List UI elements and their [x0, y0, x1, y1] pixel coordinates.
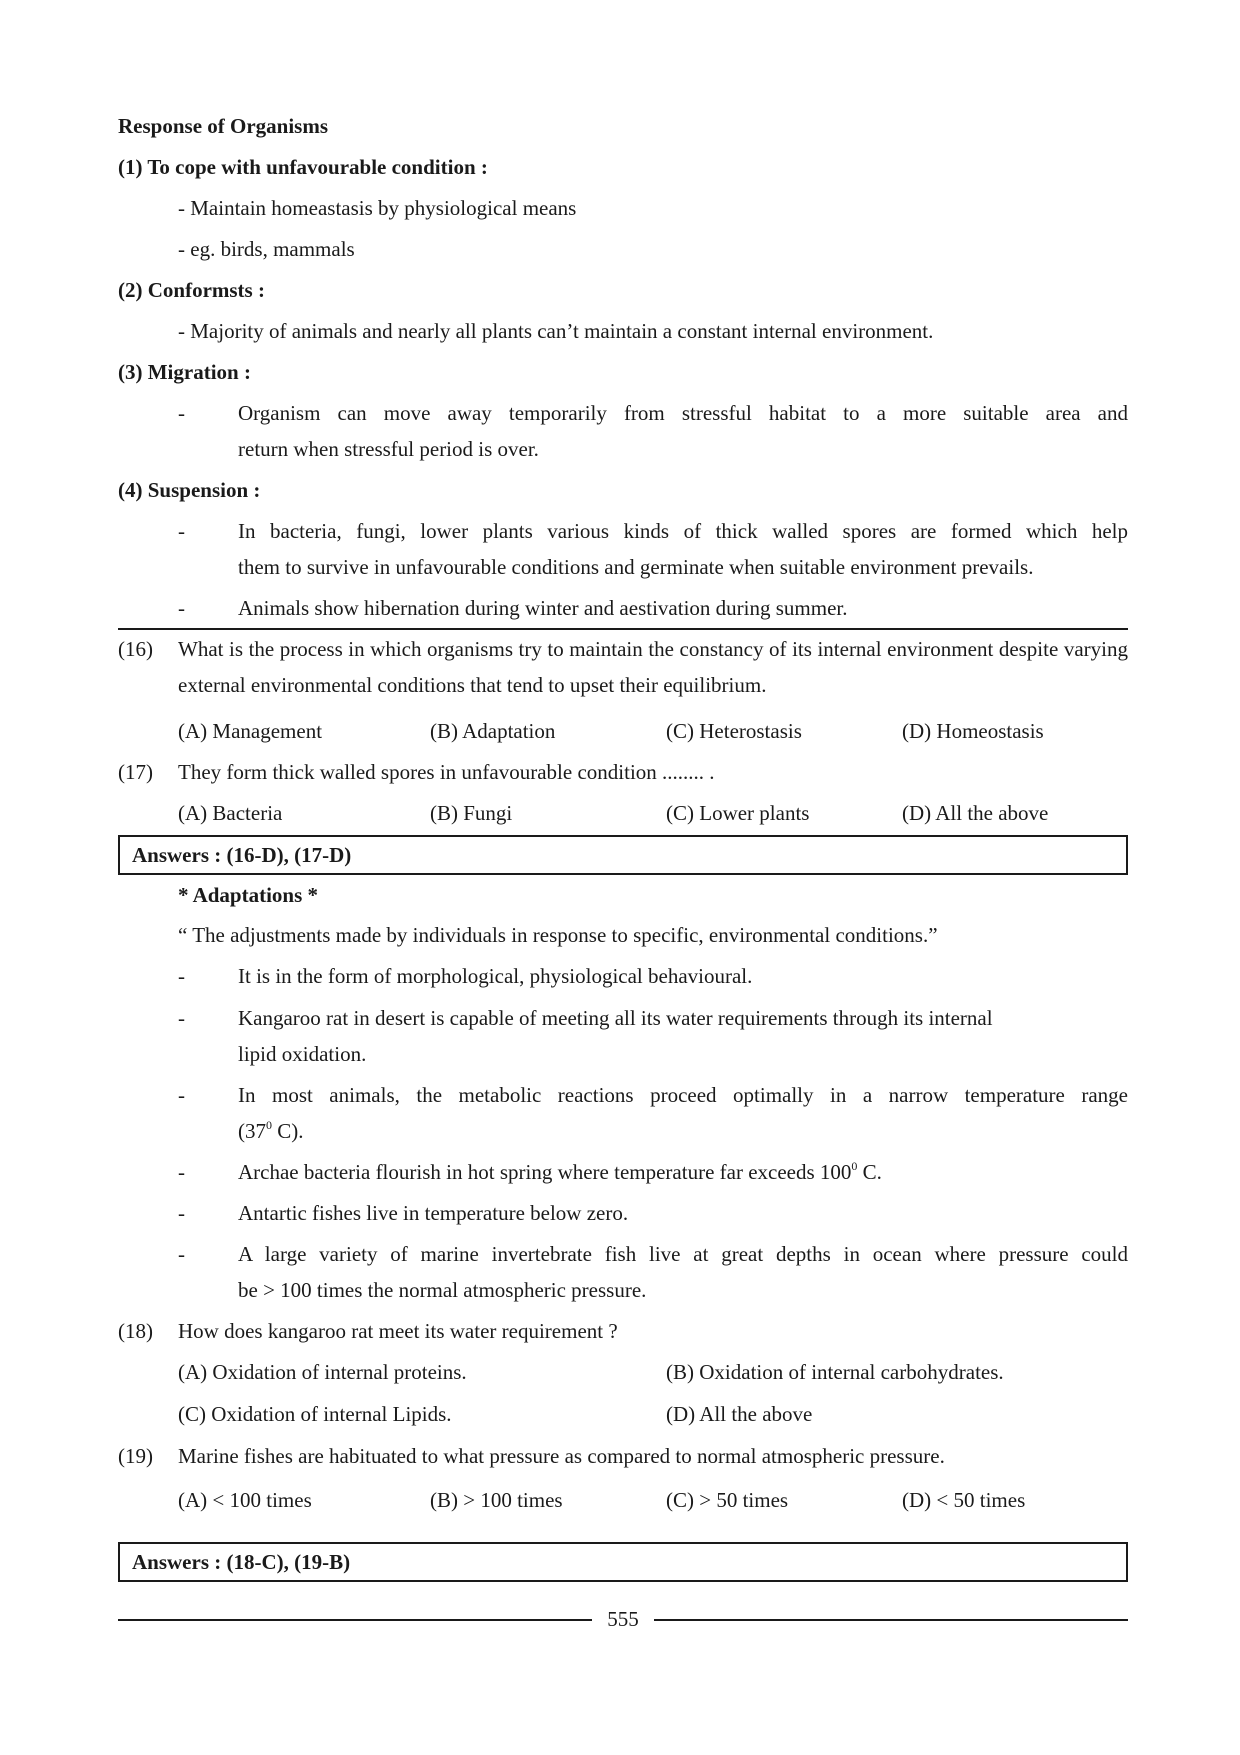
question-16-text: What is the process in which organisms try to maintain the constancy of its internal environment despite varying external environmental conditions that tend to upset their equilibrium.: [178, 637, 1128, 697]
answer-box: [118, 835, 1128, 875]
degree-symbol: 0: [851, 1159, 858, 1173]
adaptations-heading: * Adaptations *: [178, 883, 319, 907]
q18-option-c: (C) Oxidation of internal Lipids.: [178, 1402, 452, 1426]
q17-option-c: (C) Lower plants: [666, 801, 810, 825]
q16-option-b: (B) Adaptation: [430, 719, 556, 743]
answer-box: [118, 1542, 1128, 1582]
dash: -: [178, 519, 185, 543]
migration-line-2: return when stressful period is over.: [238, 437, 539, 461]
question-19-number: (19): [118, 1444, 153, 1468]
page-number-text: 555: [595, 1607, 651, 1631]
q19-option-b: (B) > 100 times: [430, 1488, 563, 1512]
suspension-line-2: them to survive in unfavourable conditions and germinate when suitable environment prevails.: [238, 555, 1034, 579]
adapt-point-6-line-1: A large variety of marine invertebrate fish live at great depths in ocean where pressure could: [238, 1242, 1128, 1266]
section-title: Response of Organisms: [118, 114, 329, 138]
q17-option-d: (D) All the above: [902, 801, 1049, 825]
answer-text: Answers : (16-D), (17-D): [132, 843, 352, 867]
q19-option-d: (D) < 50 times: [902, 1488, 1026, 1512]
dash: -: [178, 401, 185, 425]
question-19-text: Marine fishes are habituated to what pressure as compared to normal atmospheric pressure.: [178, 1444, 945, 1468]
heading-suspension: (4) Suspension :: [118, 478, 261, 502]
dash: -: [178, 1160, 185, 1184]
dash: -: [178, 1006, 185, 1030]
question-17-text: They form thick walled spores in unfavourable condition ........ .: [178, 760, 715, 784]
adapt-point-1: It is in the form of morphological, physiological behavioural.: [238, 964, 753, 988]
dash: -: [178, 1242, 185, 1266]
q16-option-a: (A) Management: [178, 719, 323, 743]
adapt-point-2-line-2: lipid oxidation.: [238, 1042, 367, 1066]
q16-option-c: (C) Heterostasis: [666, 719, 802, 743]
heading-conformers: (2) Conformsts :: [118, 278, 265, 302]
question-17-number: (17): [118, 760, 153, 784]
adapt-point-2-line-1: Kangaroo rat in desert is capable of meeting all its water requirements through its internal: [238, 1006, 993, 1030]
q18-option-a: (A) Oxidation of internal proteins.: [178, 1360, 467, 1384]
q19-option-c: (C) > 50 times: [666, 1488, 789, 1512]
answer-text: Answers : (18-C), (19-B): [132, 1550, 351, 1574]
q17-option-a: (A) Bacteria: [178, 801, 283, 825]
bullet-conformers: - Majority of animals and nearly all plants can’t maintain a constant internal environment.: [178, 319, 934, 343]
heading-cope: (1) To cope with unfavourable condition :: [118, 155, 488, 179]
question-18-text: How does kangaroo rat meet its water requirement ?: [178, 1319, 618, 1343]
suspension-line-1: In bacteria, fungi, lower plants various kinds of thick walled spores are formed which help: [238, 519, 1128, 543]
adaptations-definition: “ The adjustments made by individuals in response to specific, environmental conditions.”: [178, 923, 938, 947]
archae-text: Archae bacteria flourish in hot spring where temperature far exceeds 100: [238, 1160, 852, 1184]
degree-symbol: 0: [266, 1118, 272, 1132]
temperature-unit: C.: [857, 1160, 882, 1184]
dash: -: [178, 1083, 185, 1107]
adapt-point-3-line-2: [238, 1116, 304, 1146]
section-divider: [118, 628, 1128, 630]
q16-option-d: (D) Homeostasis: [902, 719, 1044, 743]
q18-option-d: (D) All the above: [666, 1402, 813, 1426]
heading-migration: (3) Migration :: [118, 360, 251, 384]
dash: -: [178, 1201, 185, 1225]
q17-option-b: (B) Fungi: [430, 801, 513, 825]
q18-option-b: (B) Oxidation of internal carbohydrates.: [666, 1360, 1004, 1384]
adapt-point-4: [238, 1157, 882, 1187]
temperature-unit: C).: [272, 1119, 304, 1143]
suspension-line-3: Animals show hibernation during winter and aestivation during summer.: [238, 596, 848, 620]
dash: -: [178, 596, 185, 620]
question-18-number: (18): [118, 1319, 153, 1343]
page-number: [118, 1604, 1128, 1634]
question-16-number: (16): [118, 637, 153, 661]
document-page: [118, 0, 1128, 1755]
bullet-example: - eg. birds, mammals: [178, 237, 355, 261]
adapt-point-5: Antartic fishes live in temperature below zero.: [238, 1201, 629, 1225]
migration-line-1: Organism can move away temporarily from stressful habitat to a more suitable area and: [238, 401, 1128, 425]
temperature-text: (37: [238, 1119, 266, 1143]
adapt-point-6-line-2: be > 100 times the normal atmospheric pressure.: [238, 1278, 647, 1302]
q19-option-a: (A) < 100 times: [178, 1488, 312, 1512]
bullet-homeostasis: - Maintain homeastasis by physiological means: [178, 196, 577, 220]
adapt-point-3-line-1: In most animals, the metabolic reactions proceed optimally in a narrow temperature range: [238, 1083, 1128, 1107]
dash: -: [178, 964, 185, 988]
